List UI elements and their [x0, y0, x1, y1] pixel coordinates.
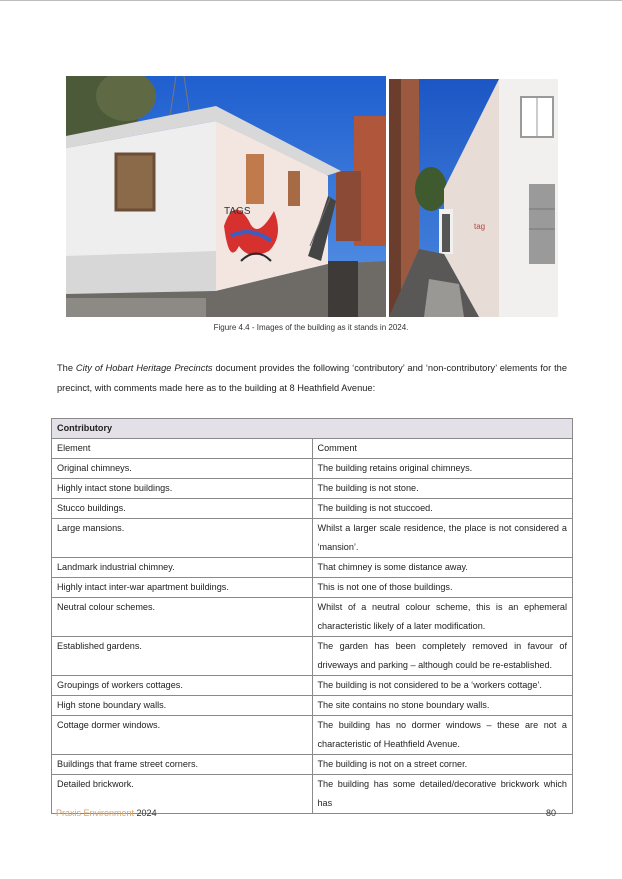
table-row	[52, 716, 573, 755]
column-header-comment: Comment	[312, 439, 573, 459]
table-row	[52, 499, 573, 519]
graffiti-tag-right: tag	[474, 222, 486, 231]
table-row	[52, 558, 573, 578]
row-element: Landmark industrial chimney.	[52, 558, 313, 578]
row-element: Neutral colour schemes.	[52, 598, 313, 637]
row-element: Large mansions.	[52, 519, 313, 558]
row-element: Stucco buildings.	[52, 499, 313, 519]
row-comment: The building is not on a street corner.	[312, 755, 573, 775]
row-comment: Whilst of a neutral colour scheme, this is an ephemeral characteristic likely of a later modification.	[312, 598, 573, 637]
footer-year: 2024	[136, 808, 157, 818]
row-comment: The building is not stone.	[312, 479, 573, 499]
footer-org	[56, 808, 157, 818]
row-comment: The building has no dormer windows – these are not a characteristic of Heathfield Avenue.	[312, 716, 573, 755]
table-row	[52, 676, 573, 696]
table-row	[52, 479, 573, 499]
intro-paragraph	[57, 358, 567, 398]
graffiti-tag-left: TAGS	[224, 206, 251, 217]
row-element: Highly intact inter-war apartment buildings.	[52, 578, 313, 598]
row-comment: The garden has been completely removed in favour of driveways and parking – although could be re-established.	[312, 637, 573, 676]
row-comment: The site contains no stone boundary walls.	[312, 696, 573, 716]
intro-doc-title: City of Hobart Heritage Precincts	[75, 363, 213, 373]
building-photo-left	[66, 76, 386, 317]
row-element: Buildings that frame street corners.	[52, 755, 313, 775]
footer-org-name: Praxis Environment	[56, 808, 135, 818]
section-title: Contributory	[52, 419, 573, 439]
building-photo-right	[389, 79, 558, 317]
top-rule	[0, 0, 622, 1]
row-comment: Whilst a larger scale residence, the place is not considered a ‘mansion’.	[312, 519, 573, 558]
column-header-element: Element	[52, 439, 313, 459]
intro-prefix: The	[57, 363, 76, 373]
row-element: Highly intact stone buildings.	[52, 479, 313, 499]
table-row	[52, 598, 573, 637]
page-number: 80	[546, 808, 557, 818]
figure-caption: Figure 4.4 - Images of the building as it stands in 2024.	[213, 323, 409, 332]
row-comment: The building has some detailed/decorative brickwork which has	[312, 775, 573, 814]
row-comment: That chimney is some distance away.	[312, 558, 573, 578]
row-element: Groupings of workers cottages.	[52, 676, 313, 696]
row-comment: The building is not stuccoed.	[312, 499, 573, 519]
table-row	[52, 459, 573, 479]
row-comment: This is not one of those buildings.	[312, 578, 573, 598]
table-row	[52, 696, 573, 716]
table-section-header	[52, 419, 573, 439]
row-element: Original chimneys.	[52, 459, 313, 479]
table-row	[52, 578, 573, 598]
table-row	[52, 755, 573, 775]
table-row	[52, 519, 573, 558]
contributory-table	[51, 418, 573, 814]
row-element: Cottage dormer windows.	[52, 716, 313, 755]
row-element: High stone boundary walls.	[52, 696, 313, 716]
row-comment: The building retains original chimneys.	[312, 459, 573, 479]
row-element: Detailed brickwork.	[52, 775, 313, 814]
row-element: Established gardens.	[52, 637, 313, 676]
row-comment: The building is not considered to be a ‘workers cottage’.	[312, 676, 573, 696]
intro-suffix: document provides the following ‘contributory’ and ‘non-contributory’ elements for the precinct, with comments made here as to the building at 8 Heathfield Avenue:	[57, 363, 567, 393]
table-row	[52, 637, 573, 676]
table-column-header	[52, 439, 573, 459]
